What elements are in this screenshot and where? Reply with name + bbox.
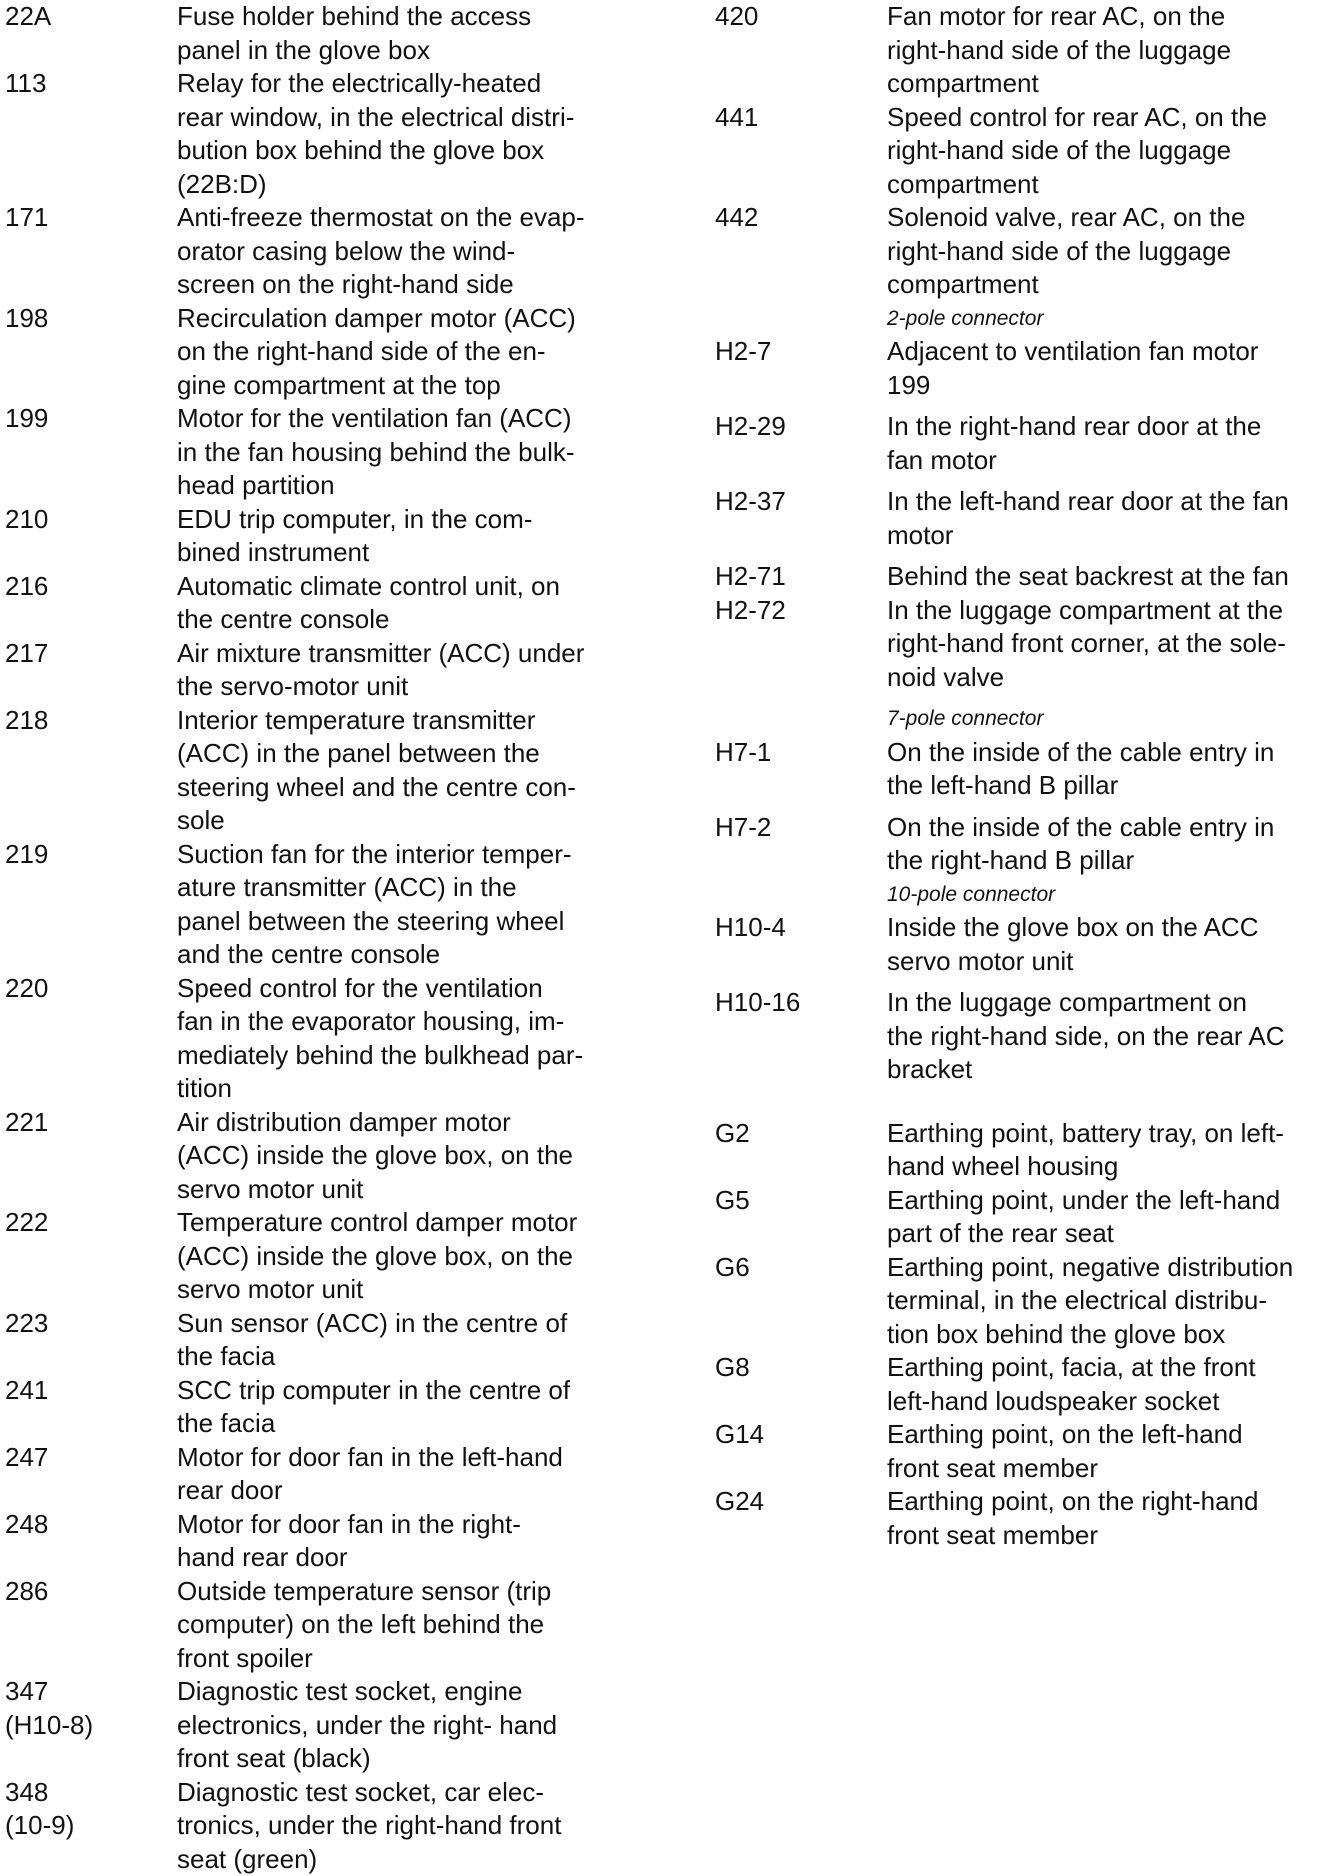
component-entry bbox=[715, 1418, 1340, 1485]
component-description: Motor for the ventilation fan (ACC) in the fan housing behind the bulk- head partition bbox=[177, 402, 625, 503]
component-code: H7-1 bbox=[715, 736, 887, 803]
component-code: G6 bbox=[715, 1251, 887, 1352]
component-description: Fuse holder behind the access panel in the glove box bbox=[177, 0, 625, 67]
component-description: Speed control for rear AC, on the right-hand side of the luggage compartment bbox=[887, 101, 1340, 202]
component-description: Earthing point, negative distribution terminal, in the electrical distribu- tion box behind the glove box bbox=[887, 1251, 1340, 1352]
component-description: Motor for door fan in the right- hand rear door bbox=[177, 1508, 625, 1575]
component-description: Anti-freeze thermostat on the evap- orator casing below the wind- screen on the right-hand side bbox=[177, 201, 625, 302]
component-entry bbox=[5, 1106, 625, 1207]
component-code: G24 bbox=[715, 1485, 887, 1552]
component-description: Recirculation damper motor (ACC) on the right-hand side of the en- gine compartment at the top bbox=[177, 302, 625, 403]
component-code: 113 bbox=[5, 67, 177, 201]
component-code: 223 bbox=[5, 1307, 177, 1374]
component-code: 221 bbox=[5, 1106, 177, 1207]
component-code: 219 bbox=[5, 838, 177, 972]
component-entry bbox=[715, 1251, 1340, 1352]
left-column bbox=[5, 0, 625, 1876]
component-code: 220 bbox=[5, 972, 177, 1106]
component-entry bbox=[5, 1441, 625, 1508]
component-description: Fan motor for rear AC, on the right-hand side of the luggage compartment bbox=[887, 0, 1340, 101]
component-entry bbox=[5, 972, 625, 1106]
component-entry bbox=[5, 1575, 625, 1676]
component-entry bbox=[715, 560, 1340, 594]
component-description: Suction fan for the interior temper- ature transmitter (ACC) in the panel between the steering wheel and the centre console bbox=[177, 838, 625, 972]
component-code: 217 bbox=[5, 637, 177, 704]
component-code: 347 (H10-8) bbox=[5, 1675, 177, 1776]
component-entry bbox=[715, 1485, 1340, 1552]
component-entry bbox=[715, 736, 1340, 803]
component-code: 22A bbox=[5, 0, 177, 67]
component-description: Earthing point, on the right-hand front seat member bbox=[887, 1485, 1340, 1552]
component-description: SCC trip computer in the centre of the facia bbox=[177, 1374, 625, 1441]
component-code: 442 bbox=[715, 201, 887, 302]
component-entry bbox=[5, 1206, 625, 1307]
component-description: In the luggage compartment on the right-hand side, on the rear AC bracket bbox=[887, 986, 1340, 1087]
component-code: G5 bbox=[715, 1184, 887, 1251]
component-description: Adjacent to ventilation fan motor 199 bbox=[887, 335, 1340, 402]
component-code: G2 bbox=[715, 1117, 887, 1184]
component-description: Speed control for the ventilation fan in the evaporator housing, im- mediately behind the bulkhead par- tition bbox=[177, 972, 625, 1106]
component-entry bbox=[5, 637, 625, 704]
component-code: 222 bbox=[5, 1206, 177, 1307]
component-description: EDU trip computer, in the com- bined instrument bbox=[177, 503, 625, 570]
component-code: 216 bbox=[5, 570, 177, 637]
component-description: Inside the glove box on the ACC servo motor unit bbox=[887, 911, 1340, 978]
component-code: 286 bbox=[5, 1575, 177, 1676]
component-description: Diagnostic test socket, car elec- tronics, under the right-hand front seat (green) bbox=[177, 1776, 625, 1876]
component-code: 441 bbox=[715, 101, 887, 202]
connector-heading: 7-pole connector bbox=[715, 702, 1340, 736]
component-entry bbox=[715, 811, 1340, 878]
component-entry bbox=[5, 302, 625, 403]
component-entry bbox=[715, 485, 1340, 552]
connector-heading: 10-pole connector bbox=[715, 878, 1340, 912]
component-description: Sun sensor (ACC) in the centre of the facia bbox=[177, 1307, 625, 1374]
component-code: 248 bbox=[5, 1508, 177, 1575]
component-entry bbox=[715, 201, 1340, 302]
component-description: On the inside of the cable entry in the left-hand B pillar bbox=[887, 736, 1340, 803]
component-code: 420 bbox=[715, 0, 887, 101]
component-entry bbox=[715, 0, 1340, 101]
component-code: H7-2 bbox=[715, 811, 887, 878]
component-entry bbox=[715, 1351, 1340, 1418]
component-description: In the left-hand rear door at the fan motor bbox=[887, 485, 1340, 552]
component-entry bbox=[715, 594, 1340, 695]
component-entry bbox=[715, 911, 1340, 978]
component-entry bbox=[5, 201, 625, 302]
component-entry bbox=[5, 503, 625, 570]
component-code: G14 bbox=[715, 1418, 887, 1485]
component-description: Earthing point, facia, at the front left-hand loudspeaker socket bbox=[887, 1351, 1340, 1418]
component-description: Earthing point, battery tray, on left- hand wheel housing bbox=[887, 1117, 1340, 1184]
component-description: Outside temperature sensor (trip computer) on the left behind the front spoiler bbox=[177, 1575, 625, 1676]
component-code: H2-71 bbox=[715, 560, 887, 594]
component-code: 199 bbox=[5, 402, 177, 503]
component-description: Solenoid valve, rear AC, on the right-hand side of the luggage compartment bbox=[887, 201, 1340, 302]
component-entry bbox=[5, 1374, 625, 1441]
component-code: G8 bbox=[715, 1351, 887, 1418]
component-code: H2-72 bbox=[715, 594, 887, 695]
component-entry bbox=[715, 335, 1340, 402]
component-description: Earthing point, on the left-hand front seat member bbox=[887, 1418, 1340, 1485]
component-description: In the right-hand rear door at the fan motor bbox=[887, 410, 1340, 477]
component-code: 210 bbox=[5, 503, 177, 570]
component-code: 348 (10-9) bbox=[5, 1776, 177, 1876]
component-description: Temperature control damper motor (ACC) inside the glove box, on the servo motor unit bbox=[177, 1206, 625, 1307]
component-code: H2-29 bbox=[715, 410, 887, 477]
component-description: Air mixture transmitter (ACC) under the servo-motor unit bbox=[177, 637, 625, 704]
component-entry bbox=[5, 67, 625, 201]
connector-heading: 2-pole connector bbox=[715, 302, 1340, 336]
component-entry bbox=[5, 1675, 625, 1776]
component-code: H10-16 bbox=[715, 986, 887, 1087]
component-code: 198 bbox=[5, 302, 177, 403]
right-column bbox=[715, 0, 1340, 1552]
component-entry bbox=[5, 1307, 625, 1374]
component-entry bbox=[5, 838, 625, 972]
component-entry bbox=[5, 704, 625, 838]
component-entry bbox=[5, 1508, 625, 1575]
component-entry bbox=[5, 1776, 625, 1876]
component-code: 241 bbox=[5, 1374, 177, 1441]
component-description: Behind the seat backrest at the fan bbox=[887, 560, 1340, 594]
component-entry bbox=[715, 410, 1340, 477]
component-description: Diagnostic test socket, engine electronics, under the right- hand front seat (black) bbox=[177, 1675, 625, 1776]
component-entry bbox=[715, 1184, 1340, 1251]
component-description: Earthing point, under the left-hand part of the rear seat bbox=[887, 1184, 1340, 1251]
component-entry bbox=[715, 101, 1340, 202]
component-description: On the inside of the cable entry in the right-hand B pillar bbox=[887, 811, 1340, 878]
component-description: Relay for the electrically-heated rear window, in the electrical distri- bution box behind the glove box (22B:D) bbox=[177, 67, 625, 201]
component-entry bbox=[5, 402, 625, 503]
component-code: H10-4 bbox=[715, 911, 887, 978]
component-entry bbox=[5, 0, 625, 67]
component-code: 218 bbox=[5, 704, 177, 838]
component-code: 171 bbox=[5, 201, 177, 302]
component-code: H2-37 bbox=[715, 485, 887, 552]
component-description: In the luggage compartment at the right-hand front corner, at the sole- noid valve bbox=[887, 594, 1340, 695]
component-entry bbox=[5, 570, 625, 637]
component-code: H2-7 bbox=[715, 335, 887, 402]
component-code: 247 bbox=[5, 1441, 177, 1508]
component-description: Motor for door fan in the left-hand rear door bbox=[177, 1441, 625, 1508]
component-entry bbox=[715, 1117, 1340, 1184]
component-description: Automatic climate control unit, on the centre console bbox=[177, 570, 625, 637]
component-description: Interior temperature transmitter (ACC) in the panel between the steering wheel and the centre con- sole bbox=[177, 704, 625, 838]
component-entry bbox=[715, 986, 1340, 1087]
component-description: Air distribution damper motor (ACC) inside the glove box, on the servo motor unit bbox=[177, 1106, 625, 1207]
